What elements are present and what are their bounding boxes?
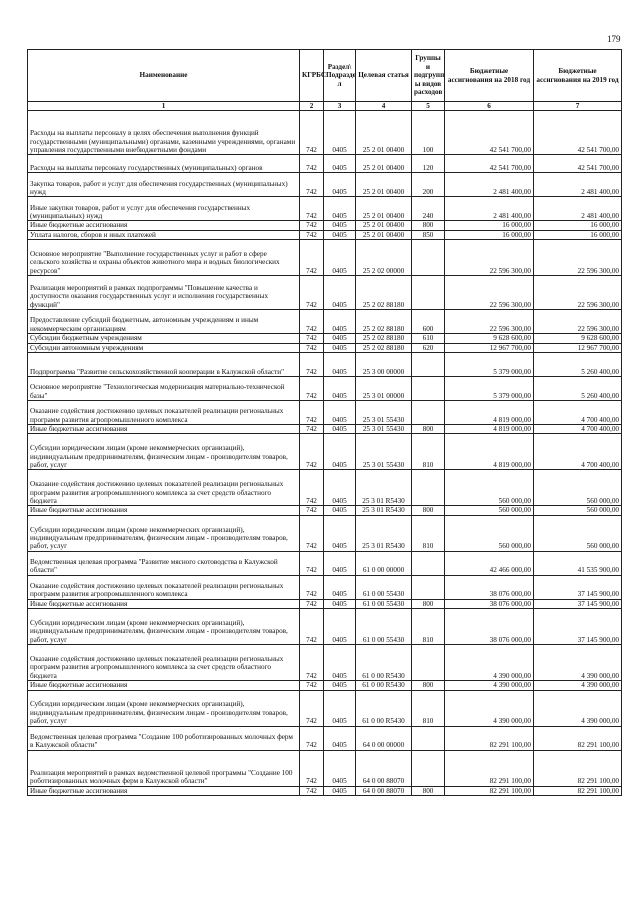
row-expense-type: 800: [412, 425, 445, 434]
row-target-article: 61 0 00 55430: [356, 575, 412, 599]
table-row: [28, 690, 622, 726]
row-target-article: 25 2 01 00400: [356, 155, 412, 173]
row-budget-2018: 16 000,00: [445, 230, 534, 239]
column-number: 6: [445, 102, 534, 111]
row-target-article: 25 3 01 55430: [356, 401, 412, 425]
row-target-article: 61 0 00 55430: [356, 599, 412, 608]
row-target-article: 25 2 02 00000: [356, 240, 412, 276]
row-kgrbs: 742: [300, 310, 324, 334]
table-row: [28, 155, 622, 173]
row-name: Субсидии юридическим лицам (кроме некоммерческих организаций), индивидуальным предпринимателям, физическим лицам - производителям товаров, работ, услуг: [28, 609, 300, 645]
row-budget-2018: 4 819 000,00: [445, 425, 534, 434]
row-name: Иные бюджетные ассигнования: [28, 221, 300, 230]
row-name: Оказание содействия достижению целевых показателей реализации региональных программ развития агропромышленного комплекса: [28, 575, 300, 599]
row-name: Предоставление субсидий бюджетным, автономным учреждениям и иным некоммерческим организациям: [28, 310, 300, 334]
table-row: [28, 434, 622, 470]
row-name: Основное мероприятие "Технологическая модернизация материально-технической базы": [28, 377, 300, 401]
row-section: 0405: [324, 750, 356, 786]
row-kgrbs: 742: [300, 343, 324, 352]
row-expense-type: [412, 353, 445, 377]
row-budget-2018: 9 628 600,00: [445, 334, 534, 343]
row-budget-2018: 82 291 100,00: [445, 750, 534, 786]
row-target-article: 25 2 01 00400: [356, 230, 412, 239]
row-kgrbs: 742: [300, 401, 324, 425]
row-target-article: 61 0 00 00000: [356, 551, 412, 575]
row-expense-type: 600: [412, 310, 445, 334]
row-kgrbs: 742: [300, 470, 324, 506]
row-budget-2019: 560 000,00: [534, 515, 622, 551]
row-section: 0405: [324, 334, 356, 343]
column-number: 7: [534, 102, 622, 111]
row-budget-2019: 37 145 900,00: [534, 609, 622, 645]
row-name: Субсидии юридическим лицам (кроме некоммерческих организаций), индивидуальным предпринимателям, физическим лицам - производителям товаров, работ, услуг: [28, 434, 300, 470]
row-kgrbs: 742: [300, 276, 324, 310]
row-expense-type: 100: [412, 111, 445, 155]
row-budget-2019: 12 967 700,00: [534, 343, 622, 352]
row-expense-type: 800: [412, 786, 445, 795]
row-name: Основное мероприятие "Выполнение государственных услуг и работ в сфере сельского хозяйства и охраны объектов животного мира и водных биологических ресурсов": [28, 240, 300, 276]
row-name: Субсидии юридическим лицам (кроме некоммерческих организаций), индивидуальным предпринимателям, физическим лицам - производителям товаров, работ, услуг: [28, 515, 300, 551]
row-budget-2018: 560 000,00: [445, 506, 534, 515]
row-section: 0405: [324, 377, 356, 401]
row-budget-2018: 22 596 300,00: [445, 310, 534, 334]
row-name: Уплата налогов, сборов и иных платежей: [28, 230, 300, 239]
row-target-article: 25 2 01 00400: [356, 111, 412, 155]
row-expense-type: [412, 470, 445, 506]
row-kgrbs: 742: [300, 230, 324, 239]
row-section: 0405: [324, 506, 356, 515]
table-row: [28, 111, 622, 155]
row-budget-2019: 16 000,00: [534, 221, 622, 230]
row-budget-2019: 4 700 400,00: [534, 425, 622, 434]
column-number: 3: [324, 102, 356, 111]
table-header-row: [28, 50, 622, 102]
row-expense-type: 800: [412, 681, 445, 690]
row-budget-2018: 4 819 000,00: [445, 434, 534, 470]
row-name: Реализация мероприятий в рамках ведомственной целевой программы "Создание 100 роботизированных молочных ферм в Калужской области": [28, 750, 300, 786]
row-budget-2019: 22 596 300,00: [534, 310, 622, 334]
row-expense-type: 800: [412, 599, 445, 608]
row-section: 0405: [324, 111, 356, 155]
row-section: 0405: [324, 609, 356, 645]
table-row: [28, 310, 622, 334]
row-kgrbs: 742: [300, 334, 324, 343]
column-number: 1: [28, 102, 300, 111]
row-section: 0405: [324, 425, 356, 434]
row-kgrbs: 742: [300, 750, 324, 786]
row-kgrbs: 742: [300, 173, 324, 197]
row-name: Расходы на выплаты персоналу государственных (муниципальных) органов: [28, 155, 300, 173]
row-target-article: 64 0 00 88070: [356, 786, 412, 795]
row-budget-2018: 22 596 300,00: [445, 276, 534, 310]
row-budget-2019: 42 541 700,00: [534, 111, 622, 155]
row-budget-2019: 4 390 000,00: [534, 645, 622, 681]
row-budget-2018: 38 076 000,00: [445, 599, 534, 608]
row-section: 0405: [324, 681, 356, 690]
row-budget-2018: 5 379 000,00: [445, 353, 534, 377]
row-budget-2018: 2 481 400,00: [445, 197, 534, 221]
row-target-article: 25 3 01 55430: [356, 434, 412, 470]
row-section: 0405: [324, 197, 356, 221]
header-section: Раздел\ Подразде л: [324, 50, 356, 102]
row-section: 0405: [324, 645, 356, 681]
row-expense-type: 810: [412, 434, 445, 470]
row-budget-2019: 82 291 100,00: [534, 786, 622, 795]
row-name: Подпрограмма "Развитие сельскохозяйственной кооперации в Калужской области": [28, 353, 300, 377]
row-target-article: 25 3 01 55430: [356, 425, 412, 434]
row-target-article: 64 0 00 00000: [356, 726, 412, 750]
table-row: [28, 240, 622, 276]
row-budget-2019: 22 596 300,00: [534, 276, 622, 310]
row-expense-type: [412, 276, 445, 310]
row-kgrbs: 742: [300, 377, 324, 401]
header-budget-2018: Бюджетные ассигнования на 2018 год: [445, 50, 534, 102]
row-kgrbs: 742: [300, 425, 324, 434]
row-target-article: 25 3 01 R5430: [356, 515, 412, 551]
row-kgrbs: 742: [300, 515, 324, 551]
row-kgrbs: 742: [300, 506, 324, 515]
row-budget-2018: 82 291 100,00: [445, 786, 534, 795]
row-budget-2018: 38 076 000,00: [445, 575, 534, 599]
table-row: [28, 197, 622, 221]
column-number: 5: [412, 102, 445, 111]
row-target-article: 25 2 02 88180: [356, 334, 412, 343]
table-row: [28, 681, 622, 690]
row-section: 0405: [324, 401, 356, 425]
row-section: 0405: [324, 515, 356, 551]
row-kgrbs: 742: [300, 645, 324, 681]
row-kgrbs: 742: [300, 353, 324, 377]
row-expense-type: [412, 551, 445, 575]
table-row: [28, 343, 622, 352]
row-expense-type: 800: [412, 221, 445, 230]
table-row: [28, 377, 622, 401]
row-expense-type: [412, 575, 445, 599]
row-section: 0405: [324, 240, 356, 276]
row-target-article: 61 0 00 R5430: [356, 690, 412, 726]
table-row: [28, 551, 622, 575]
row-section: 0405: [324, 726, 356, 750]
row-expense-type: 810: [412, 609, 445, 645]
row-section: 0405: [324, 575, 356, 599]
row-target-article: 25 2 02 88180: [356, 310, 412, 334]
row-expense-type: [412, 377, 445, 401]
row-expense-type: 810: [412, 515, 445, 551]
table-column-numbers-row: [28, 102, 622, 111]
row-section: 0405: [324, 786, 356, 795]
row-expense-type: 620: [412, 343, 445, 352]
row-budget-2019: 16 000,00: [534, 230, 622, 239]
page-number: 179: [607, 34, 621, 44]
row-name: Ведомственная целевая программа "Создание 100 роботизированных молочных ферм в Калужской области": [28, 726, 300, 750]
row-kgrbs: 742: [300, 155, 324, 173]
table-row: [28, 334, 622, 343]
row-budget-2018: 38 076 000,00: [445, 609, 534, 645]
row-target-article: 61 0 00 R5430: [356, 645, 412, 681]
row-target-article: 25 3 01 R5430: [356, 470, 412, 506]
row-budget-2019: 5 260 400,00: [534, 377, 622, 401]
row-budget-2019: 9 628 600,00: [534, 334, 622, 343]
row-expense-type: [412, 240, 445, 276]
row-name: Оказание содействия достижению целевых показателей реализации региональных программ развития агропромышленного комплекса за счет средств областного бюджета: [28, 470, 300, 506]
table-row: [28, 750, 622, 786]
row-kgrbs: 742: [300, 690, 324, 726]
row-budget-2019: 2 481 400,00: [534, 197, 622, 221]
row-budget-2019: 4 700 400,00: [534, 434, 622, 470]
row-kgrbs: 742: [300, 681, 324, 690]
table-row: [28, 173, 622, 197]
row-budget-2018: 4 390 000,00: [445, 645, 534, 681]
row-target-article: 25 2 02 88180: [356, 343, 412, 352]
row-kgrbs: 742: [300, 240, 324, 276]
row-section: 0405: [324, 343, 356, 352]
row-budget-2018: 5 379 000,00: [445, 377, 534, 401]
header-budget-2019: Бюджетные ассигнования на 2019 год: [534, 50, 622, 102]
row-expense-type: [412, 645, 445, 681]
row-budget-2018: 12 967 700,00: [445, 343, 534, 352]
header-expense-type: Группы и подгрупп ы видов расходов: [412, 50, 445, 102]
header-target-article: Целевая статья: [356, 50, 412, 102]
row-kgrbs: 742: [300, 221, 324, 230]
table-row: [28, 230, 622, 239]
row-kgrbs: 742: [300, 575, 324, 599]
row-section: 0405: [324, 470, 356, 506]
row-name: Субсидии автономным учреждениям: [28, 343, 300, 352]
row-budget-2019: 560 000,00: [534, 470, 622, 506]
row-budget-2019: 22 596 300,00: [534, 240, 622, 276]
row-section: 0405: [324, 310, 356, 334]
table-row: [28, 353, 622, 377]
row-budget-2018: 82 291 100,00: [445, 726, 534, 750]
row-kgrbs: 742: [300, 111, 324, 155]
row-budget-2018: 16 000,00: [445, 221, 534, 230]
table-row: [28, 506, 622, 515]
row-section: 0405: [324, 690, 356, 726]
row-name: Оказание содействия достижению целевых показателей реализации региональных программ развития агропромышленного комплекса: [28, 401, 300, 425]
row-kgrbs: 742: [300, 609, 324, 645]
row-target-article: 25 3 00 00000: [356, 353, 412, 377]
row-budget-2019: 42 541 700,00: [534, 155, 622, 173]
row-name: Иные закупки товаров, работ и услуг для обеспечения государственных (муниципальных) нужд: [28, 197, 300, 221]
table-row: [28, 470, 622, 506]
table-row: [28, 786, 622, 795]
budget-table: [27, 49, 622, 796]
row-name: Иные бюджетные ассигнования: [28, 506, 300, 515]
table-row: [28, 645, 622, 681]
row-kgrbs: 742: [300, 197, 324, 221]
row-kgrbs: 742: [300, 726, 324, 750]
row-budget-2018: 560 000,00: [445, 515, 534, 551]
table-row: [28, 515, 622, 551]
row-target-article: 25 2 02 88180: [356, 276, 412, 310]
row-name: Субсидии юридическим лицам (кроме некоммерческих организаций), индивидуальным предпринимателям, физическим лицам - производителям товаров, работ, услуг: [28, 690, 300, 726]
row-budget-2018: 2 481 400,00: [445, 173, 534, 197]
row-budget-2018: 42 541 700,00: [445, 155, 534, 173]
table-body: [28, 111, 622, 796]
row-budget-2019: 41 535 900,00: [534, 551, 622, 575]
column-number: 2: [300, 102, 324, 111]
table-row: [28, 575, 622, 599]
row-budget-2018: 22 596 300,00: [445, 240, 534, 276]
row-target-article: 25 2 01 00400: [356, 173, 412, 197]
column-number: 4: [356, 102, 412, 111]
row-budget-2018: 42 466 000,00: [445, 551, 534, 575]
row-budget-2019: 4 390 000,00: [534, 681, 622, 690]
row-expense-type: [412, 726, 445, 750]
row-budget-2019: 37 145 900,00: [534, 575, 622, 599]
table-row: [28, 599, 622, 608]
row-section: 0405: [324, 173, 356, 197]
row-expense-type: [412, 750, 445, 786]
row-target-article: 25 2 01 00400: [356, 197, 412, 221]
table-row: [28, 726, 622, 750]
table-row: [28, 401, 622, 425]
row-section: 0405: [324, 551, 356, 575]
row-budget-2018: 4 819 000,00: [445, 401, 534, 425]
header-kgrbs: КГРБС: [300, 50, 324, 102]
row-target-article: 61 0 00 55430: [356, 609, 412, 645]
row-target-article: 64 0 00 88070: [356, 750, 412, 786]
table-row: [28, 609, 622, 645]
row-budget-2019: 5 260 400,00: [534, 353, 622, 377]
row-name: Ведомственная целевая программа "Развитие мясного скотоводства в Калужской области": [28, 551, 300, 575]
row-name: Закупка товаров, работ и услуг для обеспечения государственных (муниципальных) нужд: [28, 173, 300, 197]
row-kgrbs: 742: [300, 786, 324, 795]
row-budget-2019: 82 291 100,00: [534, 750, 622, 786]
row-section: 0405: [324, 353, 356, 377]
row-budget-2018: 42 541 700,00: [445, 111, 534, 155]
row-name: Иные бюджетные ассигнования: [28, 425, 300, 434]
row-kgrbs: 742: [300, 599, 324, 608]
row-kgrbs: 742: [300, 434, 324, 470]
row-kgrbs: 742: [300, 551, 324, 575]
row-name: Субсидии бюджетным учреждениям: [28, 334, 300, 343]
row-target-article: 25 3 01 R5430: [356, 506, 412, 515]
row-name: Расходы на выплаты персоналу в целях обеспечения выполнения функций государственными (муниципальными) органами, казенными учреждениями, органами управления государственными внебюджетными фондами: [28, 111, 300, 155]
row-name: Иные бюджетные ассигнования: [28, 786, 300, 795]
row-target-article: 25 3 01 00000: [356, 377, 412, 401]
row-name: Иные бюджетные ассигнования: [28, 599, 300, 608]
row-section: 0405: [324, 230, 356, 239]
row-section: 0405: [324, 276, 356, 310]
row-budget-2019: 4 700 400,00: [534, 401, 622, 425]
table-row: [28, 221, 622, 230]
row-expense-type: 810: [412, 690, 445, 726]
row-budget-2019: 82 291 100,00: [534, 726, 622, 750]
row-name: Оказание содействия достижению целевых показателей реализации региональных программ развития агропромышленного комплекса за счет средств областного бюджета: [28, 645, 300, 681]
row-section: 0405: [324, 221, 356, 230]
row-name: Реализация мероприятий в рамках подпрограммы "Повышение качества и доступности оказания государственных услуг и исполнения государственных функций": [28, 276, 300, 310]
row-section: 0405: [324, 599, 356, 608]
row-budget-2018: 4 390 000,00: [445, 690, 534, 726]
row-budget-2018: 560 000,00: [445, 470, 534, 506]
row-expense-type: 240: [412, 197, 445, 221]
row-expense-type: 610: [412, 334, 445, 343]
header-name: Наименование: [28, 50, 300, 102]
row-budget-2019: 4 390 000,00: [534, 690, 622, 726]
row-budget-2018: 4 390 000,00: [445, 681, 534, 690]
row-budget-2019: 37 145 900,00: [534, 599, 622, 608]
row-expense-type: 800: [412, 506, 445, 515]
row-name: Иные бюджетные ассигнования: [28, 681, 300, 690]
table-row: [28, 425, 622, 434]
row-expense-type: 120: [412, 155, 445, 173]
row-budget-2019: 2 481 400,00: [534, 173, 622, 197]
row-target-article: 25 2 01 00400: [356, 221, 412, 230]
row-budget-2019: 560 000,00: [534, 506, 622, 515]
row-section: 0405: [324, 434, 356, 470]
row-expense-type: 200: [412, 173, 445, 197]
row-expense-type: [412, 401, 445, 425]
row-expense-type: 850: [412, 230, 445, 239]
table-row: [28, 276, 622, 310]
row-target-article: 61 0 00 R5430: [356, 681, 412, 690]
row-section: 0405: [324, 155, 356, 173]
